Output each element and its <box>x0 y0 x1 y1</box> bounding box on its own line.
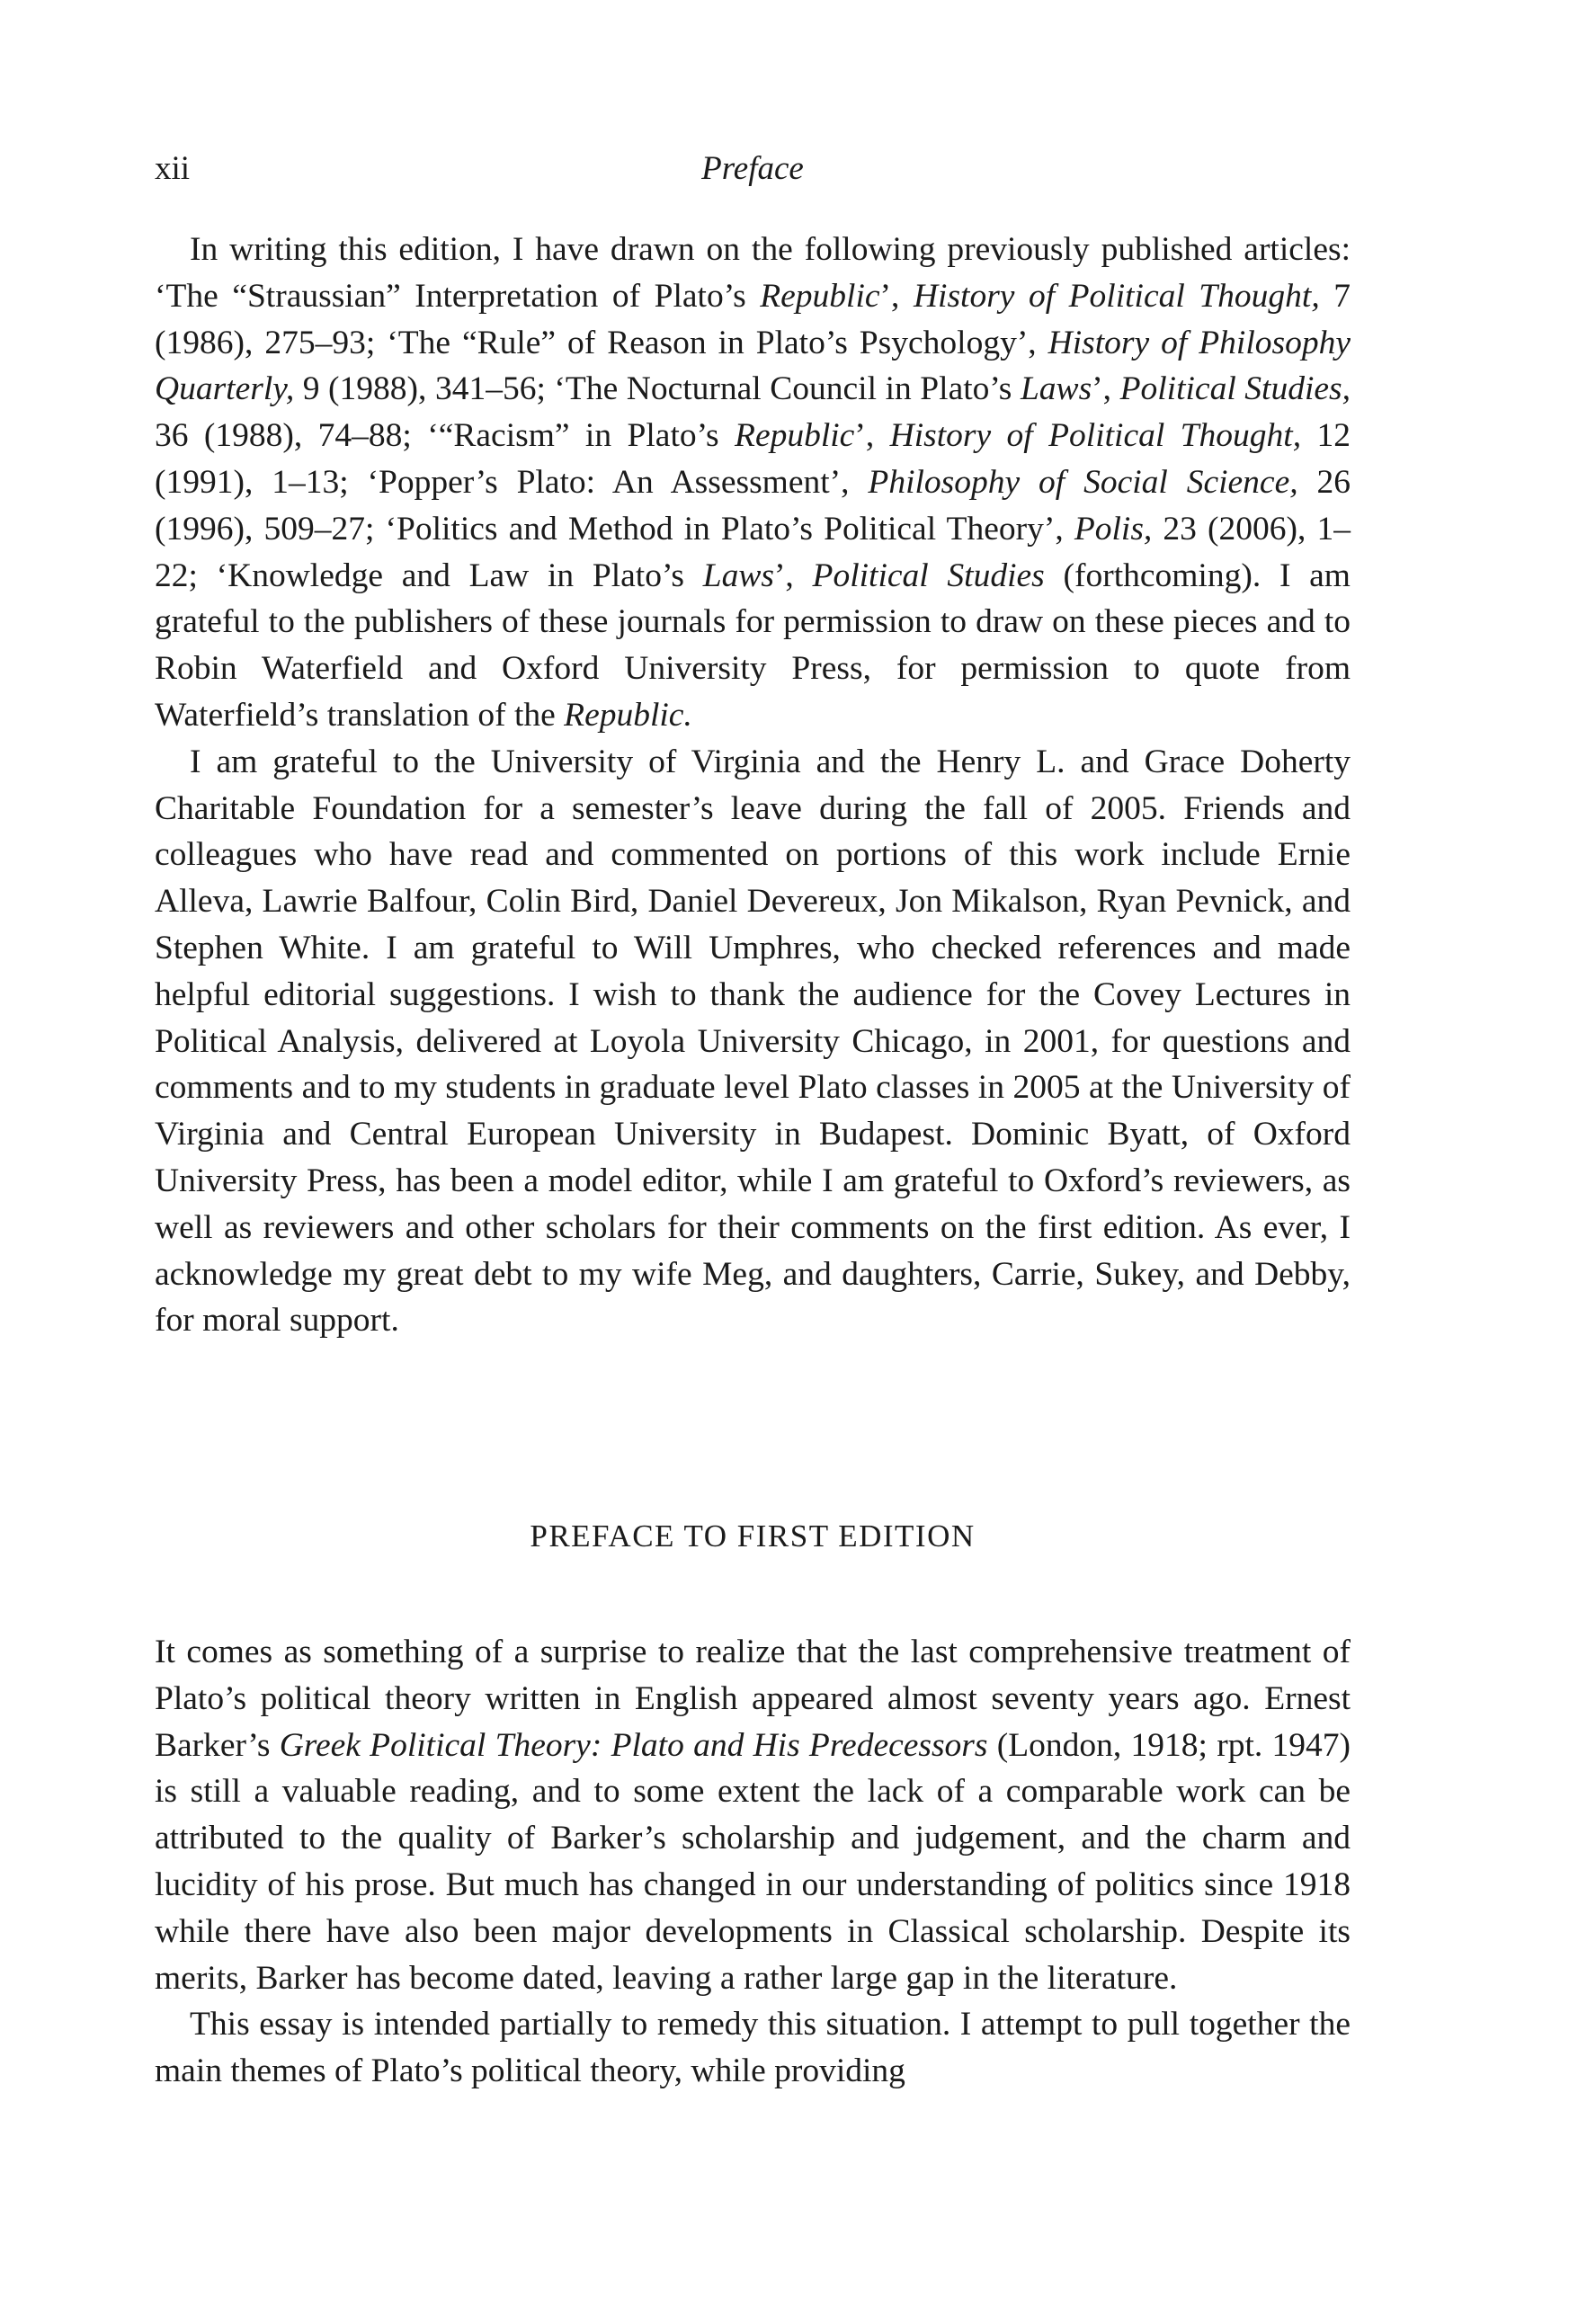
text-segment: 12 (1991), 1–13; ‘Popper’s Plato: An Assessment’, <box>155 417 1351 501</box>
paragraph-first-edition-intro <box>155 1629 1351 2001</box>
paragraph-first-edition-purpose <box>155 2001 1351 2095</box>
text-segment: ’, <box>879 277 914 315</box>
paragraph-acknowledgement-people <box>155 739 1351 1344</box>
italic-text-segment: Polis, <box>1074 510 1153 548</box>
text-segment: This essay is intended partially to remedy this situation. I attempt to pull together the main themes of Plato’s political theory, while providing <box>155 2006 1351 2090</box>
running-title: Preface <box>701 150 804 187</box>
italic-text-segment: History of Political Thought, <box>889 417 1302 455</box>
paragraph-acknowledgement-articles <box>155 227 1351 739</box>
italic-text-segment: Political Studies, <box>1119 370 1351 408</box>
italic-text-segment: Republic <box>760 277 880 315</box>
italic-text-segment: Philosophy of Social Science, <box>868 463 1298 501</box>
text-segment: 23 (2006), 1–22; ‘Knowledge and Law in Plato’s <box>155 510 1351 594</box>
text-segment: ’, <box>854 417 890 455</box>
text-segment: In writing this edition, I have drawn on the following previously published articles: ‘The “Straussian” Interpretation of Plato’s <box>155 231 1351 315</box>
italic-text-segment: Greek Political Theory: Plato and His Predecessors <box>279 1726 988 1764</box>
section-heading: PREFACE TO FIRST EDITION <box>530 1518 976 1554</box>
italic-text-segment: History of Philosophy Quarterly, <box>155 324 1351 408</box>
italic-text-segment: Political Studies <box>812 557 1045 594</box>
text-segment: 9 (1988), 341–56; ‘The Nocturnal Council in Plato’s <box>294 370 1021 408</box>
running-head <box>155 146 1351 192</box>
italic-text-segment: Republic <box>735 417 855 455</box>
italic-text-segment: History of Political Thought, <box>913 277 1320 315</box>
text-segment: 7 (1986), 275–93; ‘The “Rule” of Reason in Plato’s Psychology’, <box>155 277 1351 361</box>
text-segment: I am grateful to the University of Virginia and the Henry L. and Grace Doherty Charitable Foundation for a semester’s leave during the fall of 2005. Friends and colleagues who have read and commented on portions of this work include Ernie Alleva, Lawrie Balfour, Colin Bird, Daniel Devereux, Jon Mikalson, Ryan Pevnick, and Stephen White. I am grateful to Will Umphres, who checked references and made helpful editorial suggestions. I wish to thank the audience for the Covey Lectures in Political Analysis, delivered at Loyola University Chicago, in 2001, for questions and comments and to my students in graduate level Plato classes in 2005 at the University of Virginia and Central European University in Budapest. Dominic Byatt, of Oxford University Press, has been a model editor, while I am grateful to Oxford’s reviewers, as well as reviewers and other scholars for their comments on the first edition. As ever, I acknowledge my great debt to my wife Meg, and daughters, Carrie, Sukey, and Debby, for moral support. <box>155 743 1351 1340</box>
first-edition-body <box>155 1629 1351 2095</box>
text-segment: (London, 1918; rpt. 1947) is still a valuable reading, and to some extent the lack of a comparable work can be attributed to the quality of Barker’s scholarship and judgement, and the charm and lucidity of his prose. But much has changed in our understanding of politics since 1918 while there have also been major developments in Classical scholarship. Despite its merits, Barker has become dated, leaving a rather large gap in the literature. <box>155 1726 1351 1997</box>
italic-text-segment: Laws <box>1020 370 1092 408</box>
page-number: xii <box>155 150 191 187</box>
preface-body <box>155 227 1351 1344</box>
italic-text-segment: Laws <box>702 557 774 594</box>
text-segment: 26 (1996), 509–27; ‘Politics and Method in Plato’s Political Theory’, <box>155 463 1351 548</box>
italic-text-segment: Republic. <box>564 696 692 734</box>
text-segment: ’, <box>773 557 813 594</box>
text-segment: 36 (1988), 74–88; ‘“Racism” in Plato’s <box>155 417 736 455</box>
text-segment: It comes as something of a surprise to realize that the last comprehensive treatment of Plato’s political theory written in English appeared almost seventy years ago. Ernest Barker’s <box>155 1634 1351 1764</box>
text-segment: ’, <box>1092 370 1120 408</box>
text-segment: (forthcoming). I am grateful to the publishers of these journals for permission to draw on these pieces and to Robin Waterfield and Oxford University Press, for permission to quote from Waterfield’s translation of the <box>155 557 1351 734</box>
